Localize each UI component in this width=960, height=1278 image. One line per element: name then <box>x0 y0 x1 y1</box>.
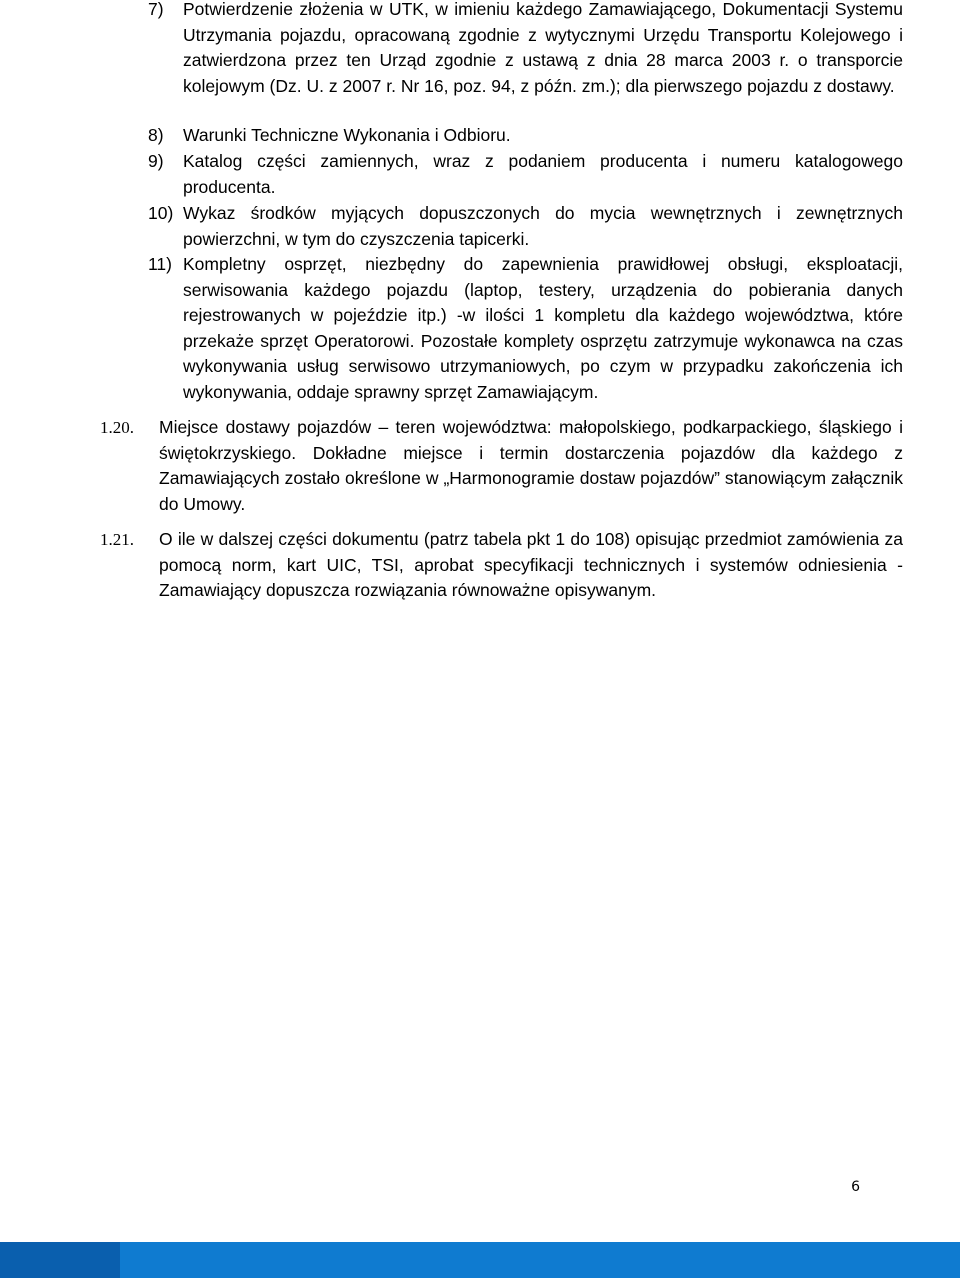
list-item-9 <box>148 149 903 200</box>
list-item-text: Wykaz środków myjących dopuszczonych do mycia wewnętrznych i zewnętrznych powierzchni, w tym do czyszczenia tapicerki. <box>183 203 903 249</box>
list-item-number: 9) <box>148 151 164 171</box>
section-1-20 <box>100 415 903 517</box>
list-item-11 <box>148 252 903 406</box>
list-item-7 <box>148 0 903 99</box>
footer-band-accent <box>0 1242 120 1278</box>
list-item-text: Potwierdzenie złożenia w UTK, w imieniu każdego Zamawiającego, Dokumentacji Systemu Utrzymania pojazdu, opracowaną zgodnie z wytycznymi Urzędu Transportu Kolejowego i zatwierdzona przez ten Urząd zgodnie z ustawą z dnia 28 marca 2003 r. o transporcie kolejowym (Dz. U. z 2007 r. Nr 16, poz. 94, z późn. zm.); dla pierwszego pojazdu z dostawy. <box>183 0 903 96</box>
footer-band <box>0 1242 960 1278</box>
list-item-text: Kompletny osprzęt, niezbędny do zapewnienia prawidłowej obsługi, eksploatacji, serwisowania każdego pojazdu (laptop, testery, urządzenia do pobierania danych rejestrowanych w pojeździe itp.) -w ilości 1 kompletu dla każdego województwa, które przekaże sprzęt Operatorowi. Pozostałe komplety osprzętu zatrzymuje wykonawca na czas wykonywania usług serwisowo utrzymaniowych, po czym w przypadku zakończenia ich wykonywania, oddaje sprawny sprzęt Zamawiającym. <box>183 254 903 402</box>
section-number: 1.20. <box>100 418 134 437</box>
section-number: 1.21. <box>100 530 134 549</box>
list-item-8 <box>148 123 903 149</box>
list-item-text: Warunki Techniczne Wykonania i Odbioru. <box>183 125 511 145</box>
list-item-10 <box>148 201 903 252</box>
section-1-21 <box>100 527 903 604</box>
section-text: O ile w dalszej części dokumentu (patrz tabela pkt 1 do 108) opisując przedmiot zamówienia za pomocą norm, kart UIC, TSI, aprobat specyfikacji technicznych i systemów odniesienia - Zamawiający dopuszcza rozwiązania równoważne opisywanym. <box>159 529 903 601</box>
list-item-number: 10) <box>148 203 174 223</box>
page-number: 6 <box>851 1179 860 1195</box>
list-item-number: 11) <box>148 254 172 274</box>
section-text: Miejsce dostawy pojazdów – teren województwa: małopolskiego, podkarpackiego, śląskiego i świętokrzyskiego. Dokładne miejsce i termin dostarczenia pojazdów dla każdego z Zamawiających zostało określone w „Harmonogramie dostaw pojazdów” stanowiącym załącznik do Umowy. <box>159 417 903 514</box>
list-item-text: Katalog części zamiennych, wraz z podaniem producenta i numeru katalogowego producenta. <box>183 151 903 197</box>
list-item-number: 7) <box>148 0 164 19</box>
list-item-number: 8) <box>148 125 164 145</box>
